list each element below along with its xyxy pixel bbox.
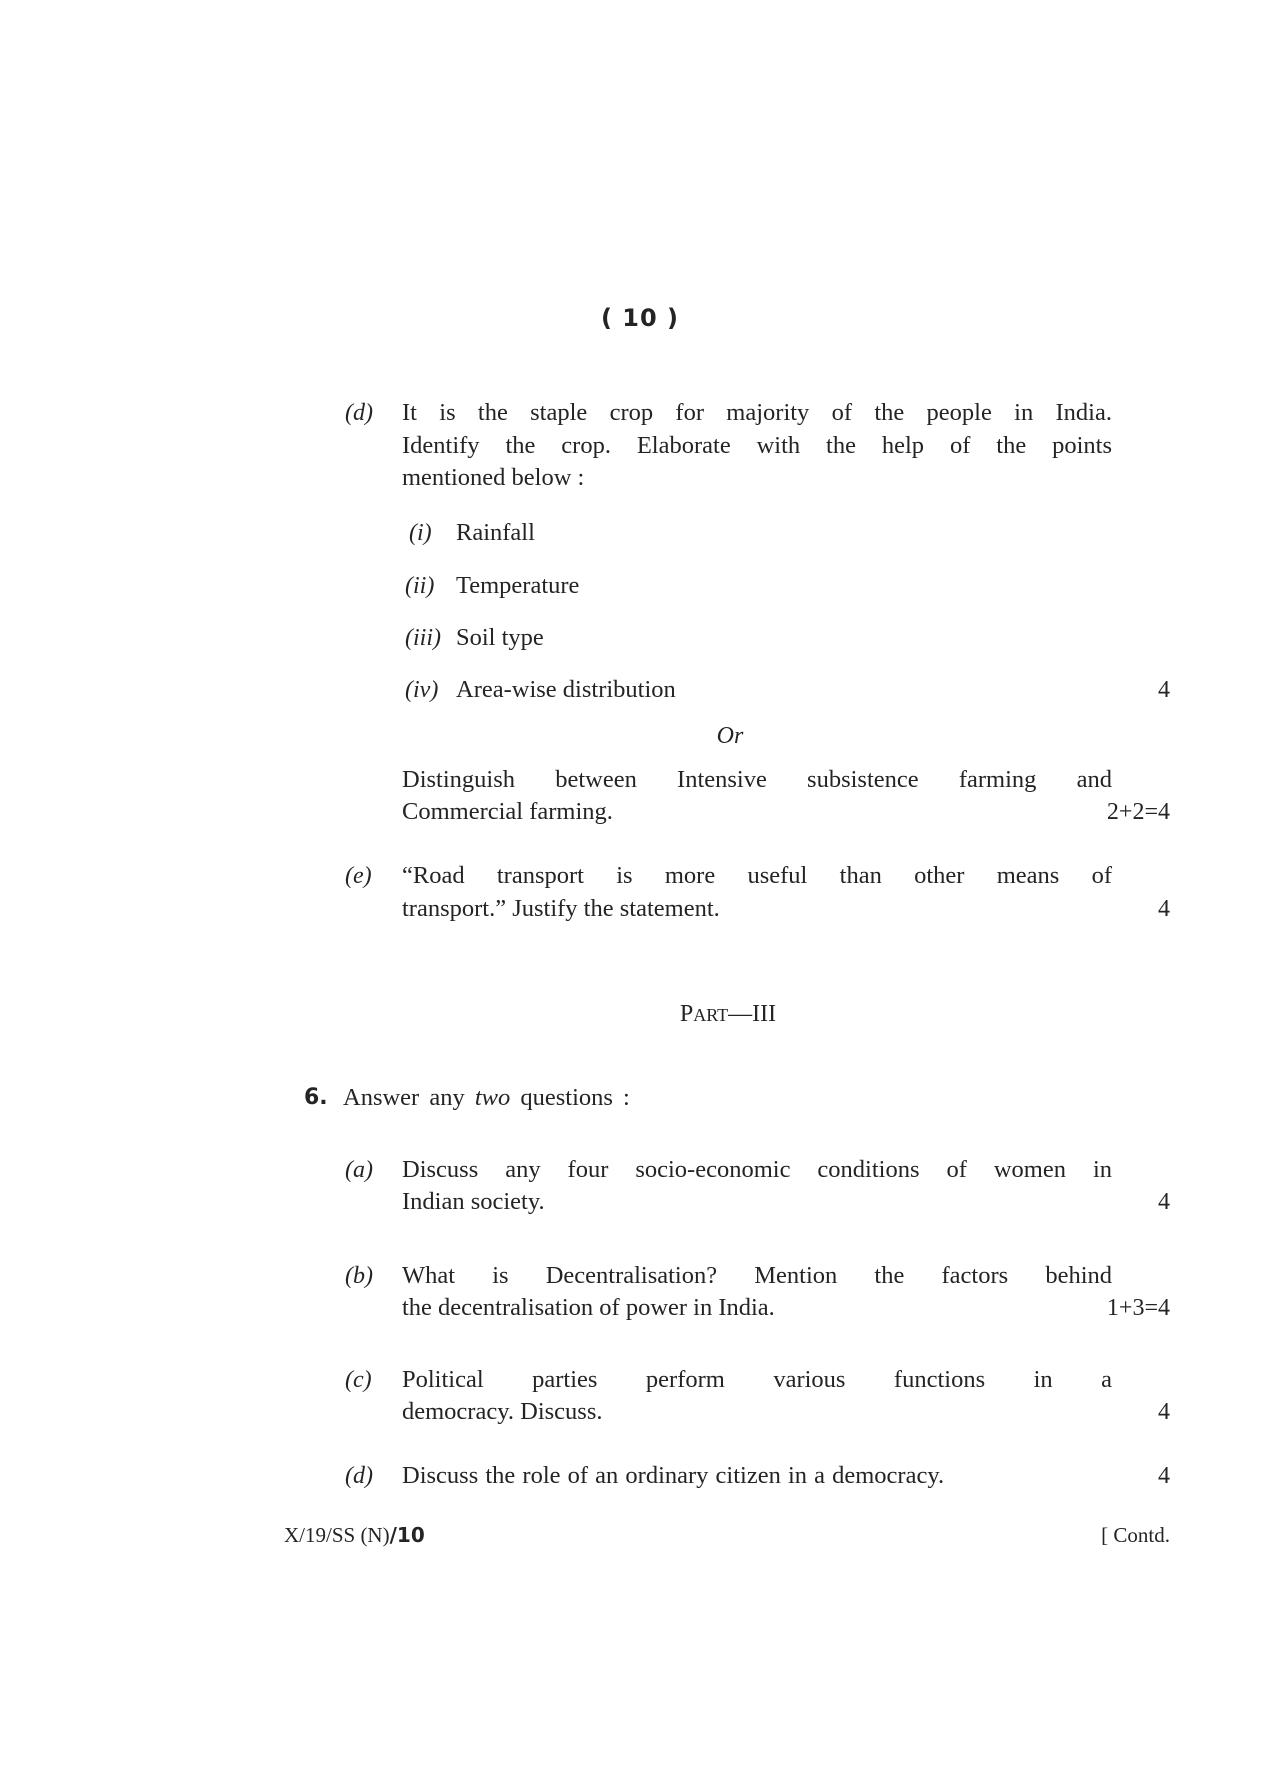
- intro-after: questions :: [520, 1084, 630, 1111]
- question-number-6: 6.: [304, 1085, 328, 1110]
- question-label-6c: (c): [345, 1367, 372, 1393]
- question-6c-line-1: Political parties perform various functions in a: [402, 1366, 1112, 1393]
- point-label-iv: (iv): [405, 677, 439, 703]
- question-label-5d: (d): [345, 400, 373, 426]
- question-label-6d: (d): [345, 1463, 373, 1489]
- point-temperature: Temperature: [456, 572, 580, 599]
- question-label-5e: (e): [345, 863, 372, 889]
- point-area-wise-distribution: Area-wise distribution: [456, 676, 676, 703]
- intro-before: Answer any: [343, 1084, 465, 1111]
- point-label-i: (i): [409, 520, 432, 546]
- footer-code-page: /10: [389, 1523, 425, 1547]
- question-6b-line-2: the decentralisation of power in India.: [402, 1294, 775, 1321]
- marks-5d: 4: [1158, 677, 1170, 703]
- question-5d-alt-line-2: Commercial farming.: [402, 798, 613, 825]
- question-label-6b: (b): [345, 1263, 373, 1289]
- question-5d-line-1: It is the staple crop for majority of the people in India.: [402, 399, 1112, 426]
- question-5e-line-1: “Road transport is more useful than other means of: [402, 862, 1112, 889]
- marks-6a: 4: [1158, 1189, 1170, 1215]
- question-6d-line-1: Discuss the role of an ordinary citizen in a democracy.: [402, 1462, 945, 1489]
- point-label-iii: (iii): [405, 625, 441, 651]
- or-separator: Or: [716, 723, 744, 749]
- part-heading: [680, 1002, 776, 1026]
- marks-6b: 1+3=4: [1106, 1295, 1170, 1321]
- intro-emphasis: two: [474, 1084, 511, 1111]
- question-6a-line-2: Indian society.: [402, 1188, 545, 1215]
- question-label-6a: (a): [345, 1157, 373, 1183]
- point-label-ii: (ii): [405, 573, 435, 599]
- question-5d-line-3: mentioned below :: [402, 464, 585, 491]
- question-5e-line-2: transport.” Justify the statement.: [402, 895, 720, 922]
- part-heading-suffix: —III: [728, 1001, 777, 1027]
- question-6a-line-1: Discuss any four socio-economic conditions of women in: [402, 1156, 1112, 1183]
- marks-6c: 4: [1158, 1399, 1170, 1425]
- marks-6d: 4: [1158, 1463, 1170, 1489]
- question-6-intro: [343, 1086, 630, 1111]
- question-6c-line-2: democracy. Discuss.: [402, 1398, 603, 1425]
- question-6b-line-1: What is Decentralisation? Mention the factors behind: [402, 1262, 1112, 1289]
- footer-paper-code: [284, 1525, 425, 1546]
- point-rainfall: Rainfall: [456, 519, 535, 546]
- question-5d-line-2: Identify the crop. Elaborate with the help of the points: [402, 432, 1112, 459]
- marks-5d-alt: 2+2=4: [1106, 799, 1170, 825]
- page-number: ( 10 ): [600, 304, 680, 332]
- point-soil-type: Soil type: [456, 624, 544, 651]
- marks-5e: 4: [1158, 896, 1170, 922]
- part-heading-first: P: [679, 1001, 694, 1027]
- question-5d-alt-line-1: Distinguish between Intensive subsistence farming and: [402, 766, 1112, 793]
- part-heading-rest: ART: [693, 1005, 729, 1025]
- footer-code: X/19/SS (N): [284, 1523, 390, 1547]
- footer-contd: [ Contd.: [1101, 1523, 1170, 1547]
